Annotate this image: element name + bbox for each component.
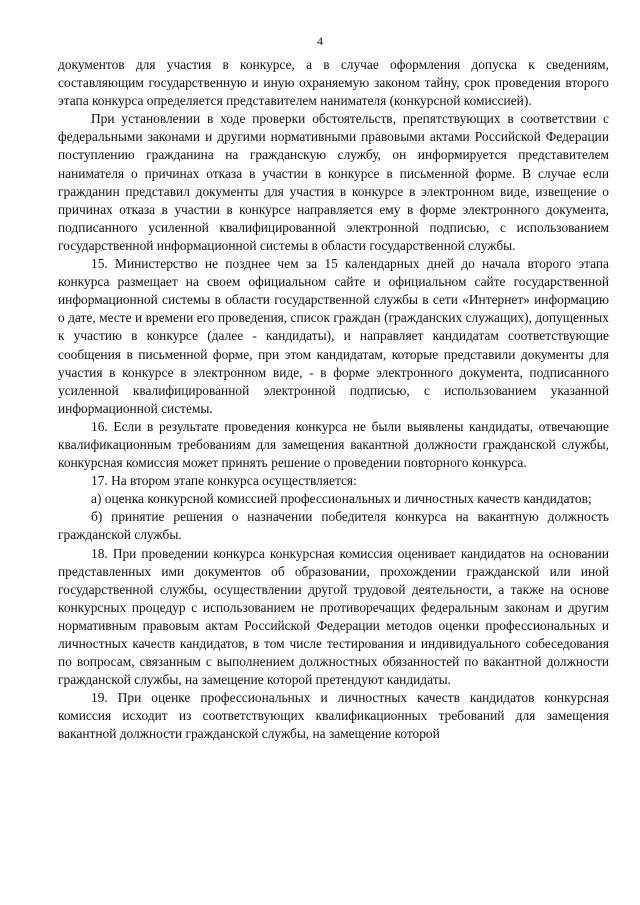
- paragraph-19: 19. При оценке профессиональных и личностных качеств кандидатов конкурсная комиссия исходит из соответствующих квалификационных требований для замещения вакантной должности гражданской службы, на замещение которой: [58, 690, 609, 742]
- paragraph-18: 18. При проведении конкурса конкурсная комиссия оценивает кандидатов на основании представленных ими документов об образовании, прохождении гражданской или иной государственной службы, осуществлении другой трудовой деятельности, а также на основе конкурсных процедур с использованием не противоречащих федеральным законам и другим нормативным правовым актам Российской Федерации методов оценки профессиональных и личностных качеств кандидатов, в том числе тестирования и индивидуального собеседования по вопросам, связанным с выполнением должностных обязанностей по вакантной должности гражданской службы, на замещение которой претендуют кандидаты.: [58, 545, 609, 688]
- paragraph-15: 15. Министерство не позднее чем за 15 календарных дней до начала второго этапа конкурса размещает на своем официальном сайте и официальном сайте государственной информационной системы в области государственной службы в сети «Интернет» информацию о дате, месте и времени его проведения, список граждан (гражданских служащих), допущенных к участию в конкурсе (далее - кандидаты), и направляет кандидатам соответствующие сообщения в письменной форме, при этом кандидатам, которые представили документы для участия в конкурсе в электронном виде, - в форме электронного документа, подписанного усиленной квалифицированной электронной подписью, с использованием указанной информационной системы.: [58, 256, 609, 416]
- page-number: 4: [317, 34, 323, 48]
- paragraph-17-a: а) оценка конкурсной комиссией профессиональных и личностных качеств кандидатов;: [91, 491, 592, 507]
- paragraph-16: 16. Если в результате проведения конкурса не были выявлены кандидаты, отвечающие квалификационным требованиям для замещения вакантной должности гражданской службы, конкурсная комиссия может принять решение о проведении повторного конкурса.: [58, 418, 609, 471]
- paragraph-refusal-notice: При установлении в ходе проверки обстоятельств, препятствующих в соответствии с федеральными законами и другими нормативными правовыми актами Российской Федерации поступлению гражданина на гражданскую службу, он информируется представителем нанимателя о причинах отказа в участии в конкурсе в письменной форме. В случае если гражданин представил документы для участия в конкурсе в электронном виде, извещение о причинах отказа в участии в конкурсе направляется ему в форме электронного документа, подписанного усиленной квалифицированной электронной подписью, с использованием государственной информационной системы в области государственной службы.: [58, 111, 609, 253]
- document-body: [58, 56, 609, 744]
- paragraph-17-b: б) принятие решения о назначении победителя конкурса на вакантную должность гражданской службы.: [58, 509, 609, 543]
- paragraph-continuation: документов для участия в конкурсе, а в случае оформления допуска к сведениям, составляющим государственную и иную охраняемую законом тайну, срок проведения второго этапа конкурса определяется представителем нанимателя (конкурсной комиссией).: [58, 57, 609, 109]
- paragraph-17: 17. На втором этапе конкурса осуществляется:: [91, 473, 357, 489]
